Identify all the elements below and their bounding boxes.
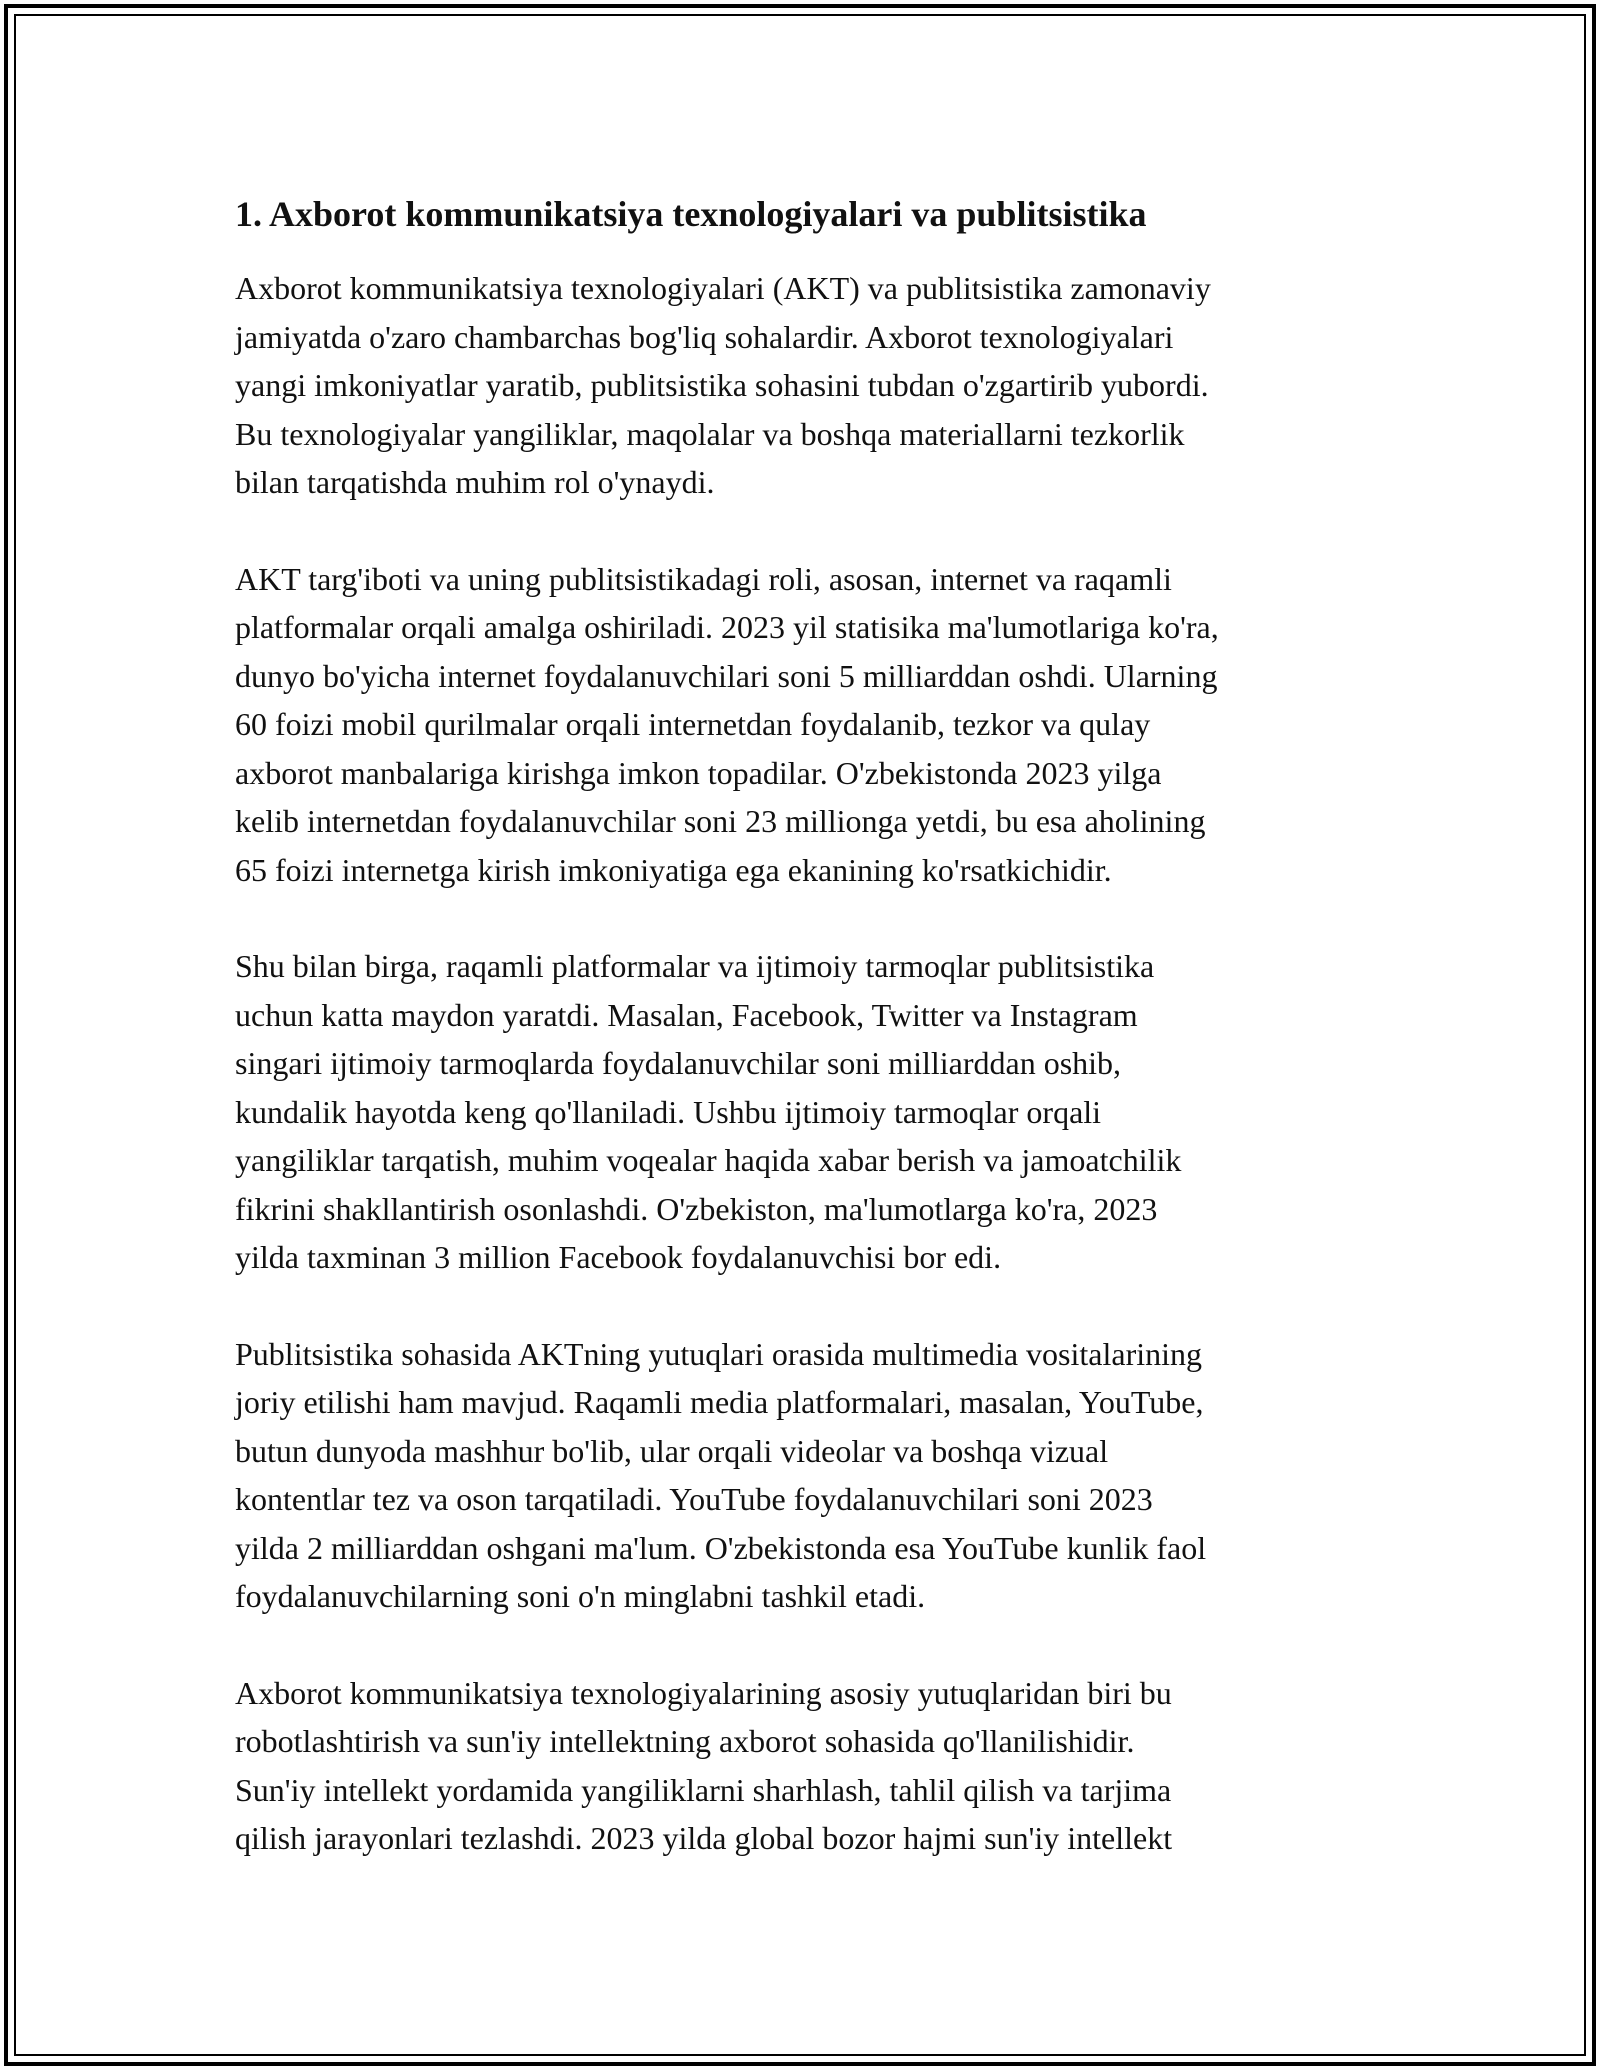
text-line: Axborot kommunikatsiya texnologiyalari (AKT) va publitsistika zamonaviy [235, 270, 1211, 306]
text-line: qilish jarayonlari tezlashdi. 2023 yilda global bozor hajmi sun'iy intellekt [235, 1820, 1173, 1856]
text-line: yangi imkoniyatlar yaratib, publitsistika sohasini tubdan o'zgartirib yubordi. [235, 367, 1209, 403]
text-line: 60 foizi mobil qurilmalar orqali internetdan foydalanib, tezkor va qulay [235, 706, 1151, 742]
text-line: joriy etilishi ham mavjud. Raqamli media platformalari, masalan, YouTube, [235, 1384, 1204, 1420]
text-line: Publitsistika sohasida AKTning yutuqlari orasida multimedia vositalarining [235, 1335, 1202, 1372]
paragraph-2 [235, 555, 1375, 895]
paragraph-1 [235, 264, 1375, 507]
paragraph-3 [235, 942, 1375, 1282]
text-line: AKT targ'iboti va uning publitsistikadagi roli, asosan, internet va raqamli [235, 560, 1172, 597]
text-line: Sun'iy intellekt yordamida yangiliklarni sharhlash, tahlil qilish va tarjima [235, 1771, 1172, 1808]
text-line: kundalik hayotda keng qo'llaniladi. Ushbu ijtimoiy tarmoqlar orqali [235, 1093, 1102, 1130]
text-line: Shu bilan birga, raqamli platformalar va ijtimoiy tarmoqlar publitsistika [235, 948, 1155, 984]
paragraph-4 [235, 1330, 1375, 1621]
text-line: kontentlar tez va oson tarqatiladi. YouTube foydalanuvchilari soni 2023 [235, 1481, 1153, 1517]
text-line: singari ijtimoiy tarmoqlarda foydalanuvchilar soni milliarddan oshib, [235, 1045, 1122, 1081]
text-line: 65 foizi internetga kirish imkoniyatiga ega ekanining ko'rsatkichidir. [235, 851, 1112, 888]
text-line: bilan tarqatishda muhim rol o'ynaydi. [235, 464, 715, 500]
text-line: butun dunyoda mashhur bo'lib, ular orqali videolar va boshqa vizual [235, 1432, 1109, 1469]
document-body [235, 190, 1375, 1911]
text-line: Axborot kommunikatsiya texnologiyalarining asosiy yutuqlaridan biri bu [235, 1674, 1172, 1711]
text-line: fikrini shakllantirish osonlashdi. O'zbekiston, ma'lumotlarga ko'ra, 2023 [235, 1190, 1158, 1227]
text-line: Bu texnologiyalar yangiliklar, maqolalar va boshqa materiallarni tezkorlik [235, 415, 1185, 452]
text-line: axborot manbalariga kirishga imkon topadilar. O'zbekistonda 2023 yilga [235, 754, 1162, 791]
text-line: yangiliklar tarqatish, muhim voqealar haqida xabar berish va jamoatchilik [235, 1142, 1182, 1178]
section-heading: 1. Axborot kommunikatsiya texnologiyalari va publitsistika [235, 194, 1147, 234]
text-line: foydalanuvchilarning soni o'n minglabni tashkil etadi. [235, 1578, 926, 1614]
text-line: yilda 2 milliarddan oshgani ma'lum. O'zbekistonda esa YouTube kunlik faol [235, 1529, 1207, 1566]
text-line: yilda taxminan 3 million Facebook foydalanuvchisi bor edi. [235, 1239, 1002, 1275]
text-line: robotlashtirish va sun'iy intellektning axborot sohasida qo'llanilishidir. [235, 1723, 1135, 1759]
text-line: platformalar orqali amalga oshiriladi. 2023 yil statisika ma'lumotlariga ko'ra, [235, 609, 1219, 645]
text-line: uchun katta maydon yaratdi. Masalan, Facebook, Twitter va Instagram [235, 996, 1138, 1033]
text-line: kelib internetdan foydalanuvchilar soni 23 millionga yetdi, bu esa aholining [235, 803, 1206, 839]
text-line: dunyo bo'yicha internet foydalanuvchilari soni 5 milliarddan oshdi. Ularning [235, 657, 1218, 694]
paragraph-5 [235, 1669, 1375, 1863]
text-line: jamiyatda o'zaro chambarchas bog'liq sohalardir. Axborot texnologiyalari [235, 318, 1174, 355]
